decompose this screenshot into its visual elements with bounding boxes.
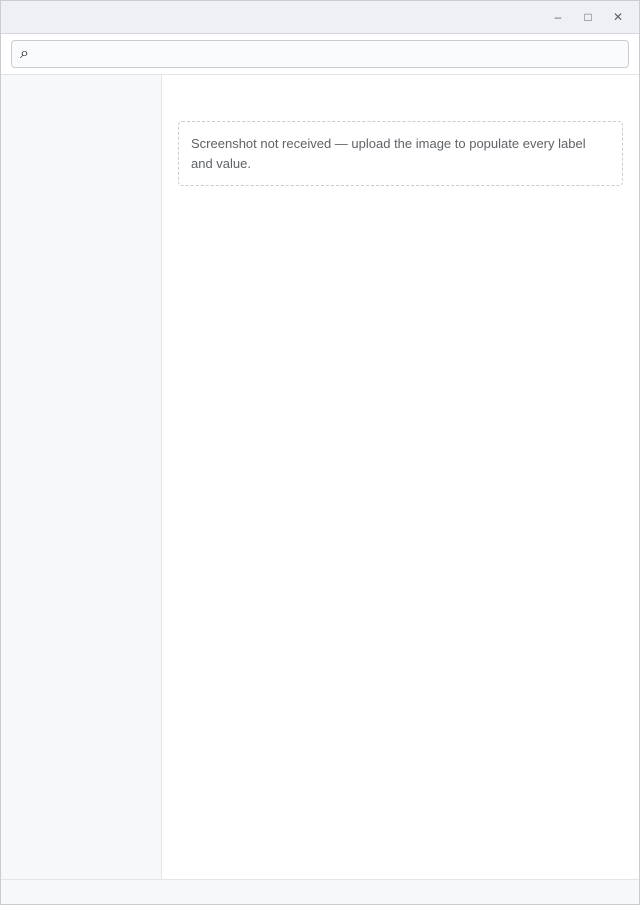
sidebar	[1, 75, 162, 879]
title-bar	[1, 1, 639, 34]
minimize-icon[interactable]: –	[554, 10, 562, 24]
toolbar	[1, 34, 639, 75]
missing-screenshot-note: Screenshot not received — upload the image to populate every label and value.	[178, 121, 623, 186]
search-input[interactable]	[35, 46, 620, 63]
search-box	[11, 40, 629, 68]
content-area	[1, 75, 639, 879]
close-icon[interactable]: ✕	[612, 10, 624, 24]
page-title	[178, 89, 623, 111]
status-bar	[1, 879, 639, 904]
main-panel	[162, 75, 639, 879]
maximize-icon[interactable]: □	[584, 10, 592, 24]
search-icon: ⌕	[20, 45, 29, 62]
